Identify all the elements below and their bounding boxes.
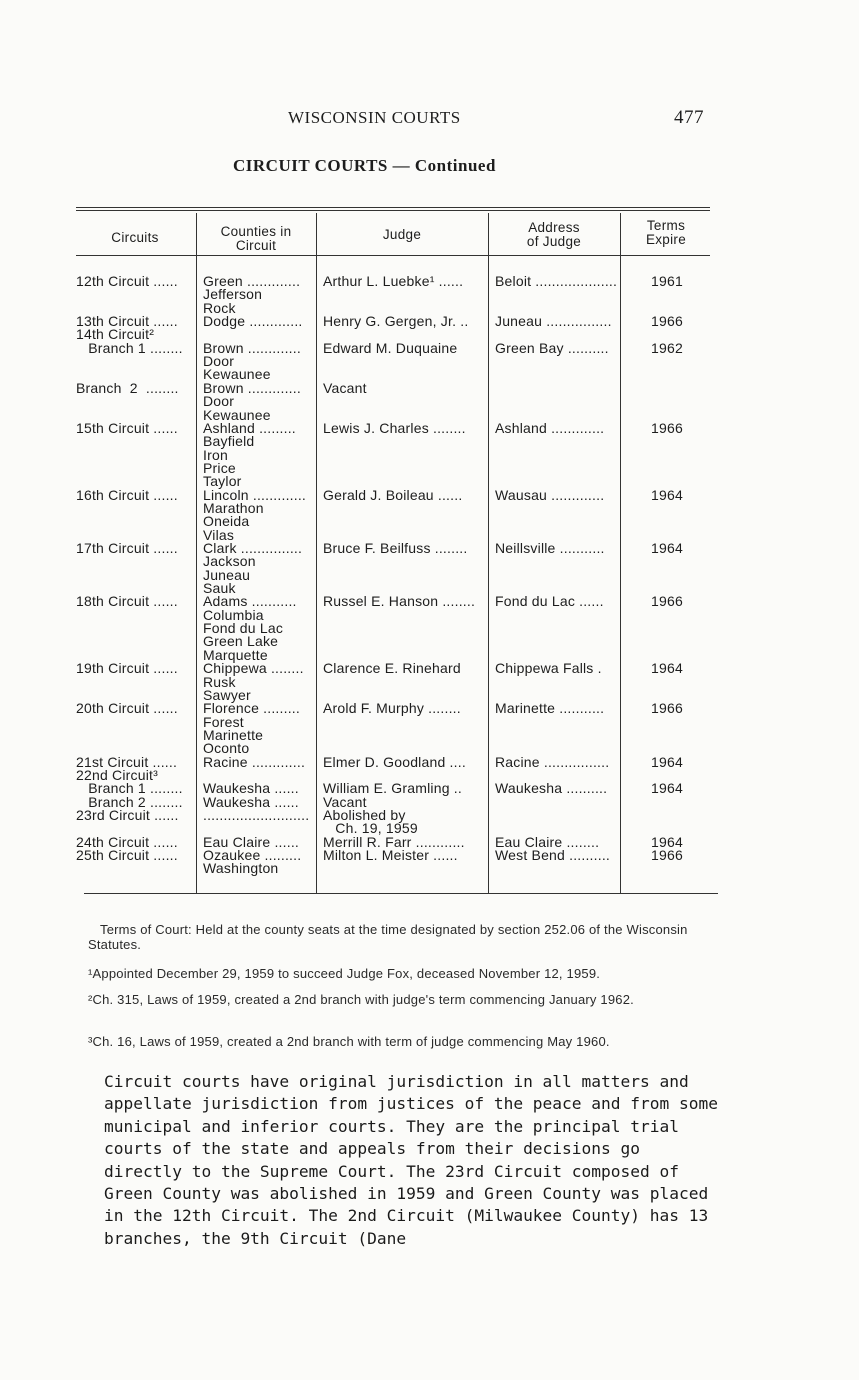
county-cell: Forest	[203, 713, 244, 730]
circuit-cell: 13th Circuit ......	[76, 313, 178, 330]
circuit-cell: 20th Circuit ......	[76, 700, 178, 717]
county-cell: Vilas	[203, 526, 235, 543]
circuit-cell: 25th Circuit ......	[76, 847, 178, 864]
address-cell: Marinette ...........	[495, 700, 605, 717]
judge-cell: Ch. 19, 1959	[323, 820, 418, 837]
footnote-2: ²Ch. 315, Laws of 1959, created a 2nd branch with judge's term commencing January 1962.	[88, 992, 634, 1007]
circuit-cell: 19th Circuit ......	[76, 660, 178, 677]
header-terms-line2: Expire	[645, 232, 687, 247]
terms-cell: 1964	[651, 780, 683, 797]
county-cell: Columbia	[203, 606, 264, 623]
circuit-cell: Branch 1 ........	[76, 780, 183, 797]
county-cell: Oconto	[203, 740, 250, 757]
judge-cell: Abolished by	[323, 807, 406, 823]
county-cell: Ashland .........	[203, 419, 296, 436]
county-cell: Racine .............	[203, 753, 306, 770]
circuit-cell: 17th Circuit ......	[76, 540, 178, 556]
county-cell: Adams ...........	[203, 593, 297, 610]
county-cell: Juneau	[203, 566, 251, 583]
judge-cell: Lewis J. Charles ........	[323, 419, 466, 436]
section-title-dash: —	[392, 156, 411, 175]
section-title-main: CIRCUIT COURTS	[233, 156, 388, 175]
running-head-title: WISCONSIN COURTS	[288, 108, 461, 127]
county-cell: Kewaunee	[203, 406, 271, 423]
column-divider	[620, 213, 621, 893]
header-counties-line1: Counties in	[220, 224, 292, 239]
circuit-cell: 18th Circuit ......	[76, 593, 178, 610]
column-divider	[196, 213, 197, 893]
county-cell: Marinette	[203, 726, 264, 743]
circuit-cell: 12th Circuit ......	[76, 273, 178, 289]
judge-cell: Arold F. Murphy ........	[323, 700, 461, 717]
county-cell: ..........................	[203, 807, 310, 823]
county-cell: Door	[203, 353, 235, 370]
terms-cell: 1964	[651, 486, 683, 503]
header-bottom-rule	[76, 255, 710, 256]
county-cell: Sawyer	[203, 686, 251, 703]
judge-cell: William E. Gramling ..	[323, 780, 462, 797]
judge-cell: Vacant	[323, 793, 367, 810]
county-cell: Jackson	[203, 553, 256, 570]
header-circuits: Circuits	[111, 230, 159, 245]
address-cell: Racine ................	[495, 753, 610, 770]
county-cell: Brown .............	[203, 339, 301, 356]
address-cell: Eau Claire ........	[495, 833, 600, 850]
address-cell: Fond du Lac ......	[495, 593, 604, 610]
footnote-1: ¹Appointed December 29, 1959 to succeed Judge Fox, deceased November 12, 1959.	[88, 966, 601, 981]
table-top-rule-2	[76, 210, 710, 211]
terms-cell: 1964	[651, 833, 683, 850]
judge-cell: Arthur L. Luebke¹ ......	[323, 273, 464, 289]
header-judge: Judge	[382, 227, 422, 242]
judge-cell: Edward M. Duquaine	[323, 339, 458, 356]
county-cell: Green Lake	[203, 633, 279, 650]
judge-cell: Milton L. Meister ......	[323, 847, 458, 864]
header-address-line1: Address	[528, 220, 580, 235]
county-cell: Marathon	[203, 499, 264, 516]
address-cell: Wausau .............	[495, 486, 605, 503]
county-cell: Kewaunee	[203, 366, 271, 383]
county-cell: Taylor	[203, 473, 242, 490]
footnote-3: ³Ch. 16, Laws of 1959, created a 2nd branch with term of judge commencing May 1960.	[88, 1034, 610, 1049]
terms-of-court-note: Terms of Court: Held at the county seats at the time designated by section 252.06 of the Wisconsin Statutes.	[88, 922, 688, 952]
terms-cell: 1966	[651, 419, 683, 436]
column-divider	[488, 213, 489, 893]
county-cell: Brown .............	[203, 379, 301, 396]
circuit-cell: 14th Circuit²	[76, 326, 155, 343]
column-divider	[316, 213, 317, 893]
county-cell: Chippewa ........	[203, 660, 304, 677]
address-cell: Neillsville ...........	[495, 540, 605, 556]
county-cell: Marquette	[203, 646, 268, 663]
terms-cell: 1966	[651, 700, 683, 717]
county-cell: Rusk	[203, 673, 236, 690]
circuit-cell: 23rd Circuit ......	[76, 807, 179, 823]
table-top-rule	[76, 207, 710, 208]
judge-cell: Bruce F. Beilfuss ........	[323, 540, 468, 556]
address-cell: Green Bay ..........	[495, 339, 609, 356]
terms-cell: 1966	[651, 847, 683, 864]
address-cell: West Bend ..........	[495, 847, 611, 864]
county-cell: Bayfield	[203, 433, 255, 450]
terms-cell: 1964	[651, 660, 683, 677]
header-terms	[622, 219, 710, 247]
circuit-cell: 24th Circuit ......	[76, 833, 178, 850]
county-cell: Green .............	[203, 273, 301, 289]
header-address-line2: of Judge	[526, 234, 582, 249]
running-head	[0, 108, 859, 130]
county-cell: Clark ...............	[203, 540, 303, 556]
address-cell: Waukesha ..........	[495, 780, 608, 797]
judge-cell: Gerald J. Boileau ......	[323, 486, 463, 503]
page-number: 477	[674, 107, 704, 128]
judge-cell: Vacant	[323, 379, 367, 396]
address-cell: Juneau ................	[495, 313, 612, 330]
county-cell: Iron	[203, 446, 228, 463]
judge-cell: Henry G. Gergen, Jr. ..	[323, 313, 469, 330]
terms-cell: 1964	[651, 540, 683, 556]
county-cell: Waukesha ......	[203, 793, 299, 810]
judge-cell: Elmer D. Goodland ....	[323, 753, 466, 770]
county-cell: Fond du Lac	[203, 620, 284, 637]
terms-cell: 1961	[651, 273, 683, 289]
circuit-cell: 16th Circuit ......	[76, 486, 178, 503]
county-cell: Oneida	[203, 513, 250, 530]
county-cell: Rock	[203, 299, 236, 316]
terms-cell: 1966	[651, 593, 683, 610]
body-paragraph-text: Circuit courts have original jurisdiction in all matters and appellate jurisdiction from justices of the peace and from some municipal and inferior courts. They are the principal trial courts of the state and appeals from their decisions go directly to the Supreme Court. The 23rd Circuit composed of Green County was abolished in 1959 and Green County was placed in the 12th Circuit. The 2nd Circuit (Milwaukee County) has 13 branches, the 9th Circuit (Dane	[104, 1072, 718, 1248]
circuit-cell: 15th Circuit ......	[76, 419, 178, 436]
county-cell: Jefferson	[203, 286, 263, 303]
county-cell: Lincoln .............	[203, 486, 307, 503]
county-cell: Sauk	[203, 580, 236, 597]
county-cell: Ozaukee .........	[203, 847, 302, 864]
judge-cell: Merrill R. Farr ............	[323, 833, 465, 850]
county-cell: Washington	[203, 860, 279, 877]
circuit-cell: 22nd Circuit³	[76, 766, 158, 783]
county-cell: Door	[203, 393, 235, 410]
terms-cell: 1964	[651, 753, 683, 770]
header-counties	[198, 225, 314, 253]
county-cell: Eau Claire ......	[203, 833, 299, 850]
terms-cell: 1962	[651, 339, 683, 356]
body-paragraph	[104, 1071, 724, 1250]
address-cell: Beloit ....................	[495, 273, 618, 289]
circuit-cell: Branch 2 ........	[76, 793, 183, 810]
header-terms-line1: Terms	[646, 218, 686, 233]
address-cell: Ashland .............	[495, 419, 605, 436]
address-cell: Chippewa Falls .	[495, 660, 602, 677]
county-cell: Dodge .............	[203, 313, 303, 330]
circuit-cell: 21st Circuit ......	[76, 753, 178, 770]
section-title-continued: Continued	[414, 156, 496, 175]
judge-cell: Clarence E. Rinehard	[323, 660, 461, 677]
section-title	[233, 156, 496, 176]
judge-cell: Russel E. Hanson ........	[323, 593, 476, 610]
county-cell: Florence .........	[203, 700, 300, 717]
county-cell: Waukesha ......	[203, 780, 299, 797]
table-bottom-rule	[84, 893, 718, 894]
circuit-cell: Branch 2 ........	[76, 379, 179, 396]
county-cell: Price	[203, 459, 236, 476]
header-counties-line2: Circuit	[235, 238, 277, 253]
header-address	[490, 221, 618, 249]
circuit-cell: Branch 1 ........	[76, 339, 183, 356]
terms-cell: 1966	[651, 313, 683, 330]
